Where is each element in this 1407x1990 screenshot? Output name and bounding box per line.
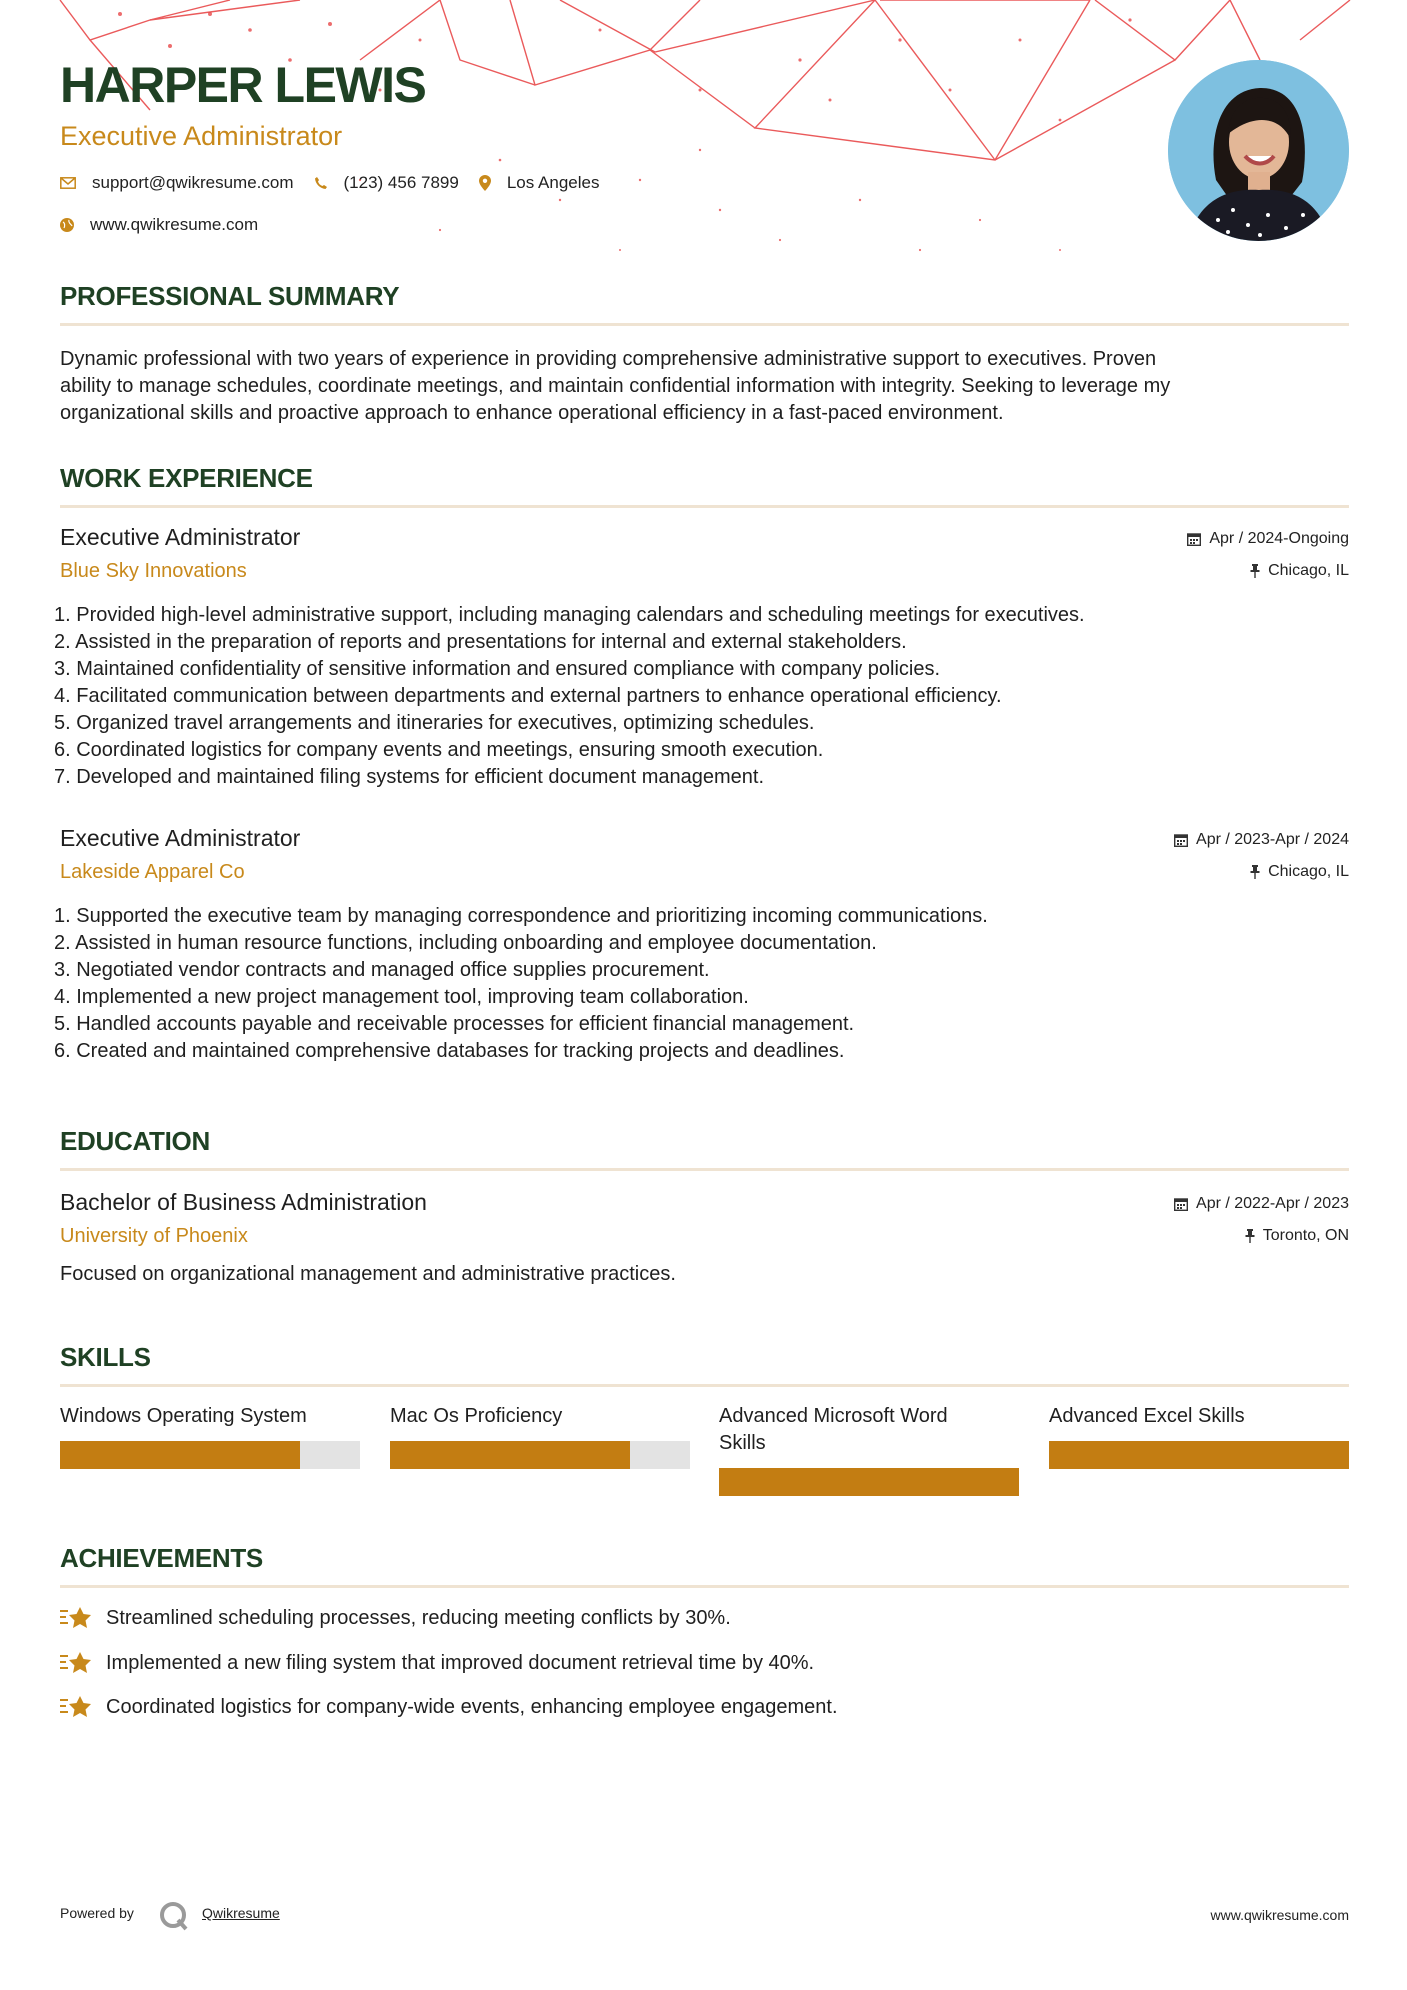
calendar-icon [1187,532,1201,546]
school-name: University of Phoenix [60,1225,248,1247]
candidate-role: Executive Administrator [60,121,343,151]
section-divider [60,1585,1349,1588]
star-badge-icon [60,1605,94,1631]
job-location [1250,863,1349,881]
footer [60,1900,1349,1940]
phone-text: (123) 456 7899 [343,173,459,192]
education-date [1174,1195,1349,1213]
list-item: 2. Assisted in human resource functions, including onboarding and employee documentation. [54,932,877,954]
section-divider [60,1384,1349,1387]
skill-item [60,1403,360,1430]
list-item: 2. Assisted in the preparation of reports and presentations for internal and external stakeholders. [54,631,907,653]
education-description: Focused on organizational management and administrative practices. [60,1263,676,1285]
qwikresume-logo-icon [158,1900,190,1932]
star-badge-icon [60,1650,94,1676]
location-text: Los Angeles [506,173,600,192]
summary-line: ability to manage schedules, coordinate meetings, and maintain confidential information with integrity. Seeking to leverage my [60,375,1171,397]
star-badge-icon [60,1694,94,1720]
list-item: 6. Created and maintained comprehensive databases for tracking projects and deadlines. [54,1040,845,1062]
summary-line: organizational skills and proactive approach to enhance operational efficiency in a fast-paced environment. [60,402,1004,424]
location-item [479,173,600,193]
job-date [1187,530,1349,548]
website-item[interactable] [60,215,258,235]
achievement-text: Coordinated logistics for company-wide events, enhancing employee engagement. [106,1695,838,1718]
powered-by-label: Powered by [60,1905,134,1921]
job-duties-list [54,602,1085,791]
skills-section [60,1344,1349,1387]
phone-item[interactable] [314,173,459,193]
list-item: 1. Supported the executive team by managing correspondence and prioritizing incoming communications. [54,905,988,927]
job-date [1174,831,1349,849]
achievements-section [60,1545,1349,1588]
section-divider [60,505,1349,508]
education-location [1245,1227,1349,1245]
list-item: 7. Developed and maintained filing systems for efficient document management. [54,766,765,788]
job-title: Executive Administrator [60,825,301,851]
skill-name: Advanced Excel Skills [1049,1405,1245,1427]
globe-icon [60,218,74,232]
summary-section [60,283,1349,427]
achievement-item [60,1694,838,1720]
list-item: 4. Implemented a new project management tool, improving team collaboration. [54,986,749,1008]
job-date-text: Apr / 2024-Ongoing [1209,530,1349,547]
list-item: 3. Maintained confidentiality of sensitive information and ensured compliance with company policies. [54,658,941,680]
skill-item [1049,1403,1349,1430]
list-item: 3. Negotiated vendor contracts and managed office supplies procurement. [54,959,710,981]
contact-row [60,173,619,193]
achievement-item [60,1650,814,1676]
section-divider [60,1168,1349,1171]
pushpin-icon [1245,1229,1255,1243]
resume-page [54,0,1349,1923]
footer-website-link[interactable]: www.qwikresume.com [1210,1907,1349,1923]
calendar-icon [1174,833,1188,847]
candidate-name: HARPER LEWIS [60,57,426,113]
experience-section [60,465,1349,508]
skill-item [390,1403,690,1430]
skill-name: Advanced Microsoft Word [719,1405,948,1427]
achievement-text: Implemented a new filing system that improved document retrieval time by 40%. [106,1651,815,1674]
skill-level-bar [390,1441,690,1469]
skill-level-bar [1049,1441,1349,1469]
skill-name-line-2: Skills [719,1432,766,1454]
qwikresume-link[interactable]: Qwikresume [202,1905,280,1921]
job-location-text: Chicago, IL [1268,562,1349,579]
education-section [60,1128,1349,1171]
skill-name: Mac Os Proficiency [390,1405,563,1427]
achievement-item [60,1605,731,1631]
email-text: support@qwikresume.com [92,173,294,192]
job-date-text: Apr / 2023-Apr / 2024 [1196,831,1349,848]
skill-level-bar [719,1468,1019,1496]
map-pin-icon [479,175,491,191]
profile-photo [1168,60,1349,241]
job-company: Blue Sky Innovations [60,560,247,582]
achievements-title: ACHIEVEMENTS [60,1543,263,1573]
skill-level-fill [719,1468,1019,1496]
email-item[interactable] [60,173,294,193]
skill-level-bar [60,1441,360,1469]
phone-icon [314,176,328,190]
skill-level-fill [60,1441,300,1469]
section-divider [60,323,1349,326]
skills-title: SKILLS [60,1342,151,1372]
skill-item [719,1403,1019,1457]
pushpin-icon [1250,865,1260,879]
degree-title: Bachelor of Business Administration [60,1189,427,1215]
portrait-illustration [1168,60,1349,241]
education-title: EDUCATION [60,1126,210,1156]
experience-title: WORK EXPERIENCE [60,463,313,493]
job-location [1250,562,1349,580]
list-item: 1. Provided high-level administrative support, including managing calendars and scheduling meetings for executives. [54,604,1085,626]
education-location-text: Toronto, ON [1262,1227,1349,1244]
calendar-icon [1174,1197,1188,1211]
job-location-text: Chicago, IL [1268,863,1349,880]
resume-header [60,0,1349,270]
list-item: 5. Handled accounts payable and receivable processes for efficient financial management. [54,1013,855,1035]
list-item: 4. Facilitated communication between departments and external partners to enhance operational efficiency. [54,685,1002,707]
summary-title: PROFESSIONAL SUMMARY [60,281,400,311]
skill-name: Windows Operating System [60,1405,307,1427]
skill-level-fill [1049,1441,1349,1469]
envelope-icon [60,177,76,189]
job-company: Lakeside Apparel Co [60,861,245,883]
education-date-text: Apr / 2022-Apr / 2023 [1196,1195,1349,1212]
summary-text [60,346,1349,427]
contact-row-2 [60,215,278,235]
website-text: www.qwikresume.com [90,215,259,234]
job-title: Executive Administrator [60,524,301,550]
summary-line: Dynamic professional with two years of experience in providing comprehensive administrative support to executives. Proven [60,348,1157,370]
list-item: 5. Organized travel arrangements and itineraries for executives, optimizing schedules. [54,712,815,734]
job-duties-list [54,903,988,1065]
list-item: 6. Coordinated logistics for company events and meetings, ensuring smooth execution. [54,739,824,761]
pushpin-icon [1250,564,1260,578]
achievement-text: Streamlined scheduling processes, reducing meeting conflicts by 30%. [106,1606,731,1629]
skill-level-fill [390,1441,630,1469]
